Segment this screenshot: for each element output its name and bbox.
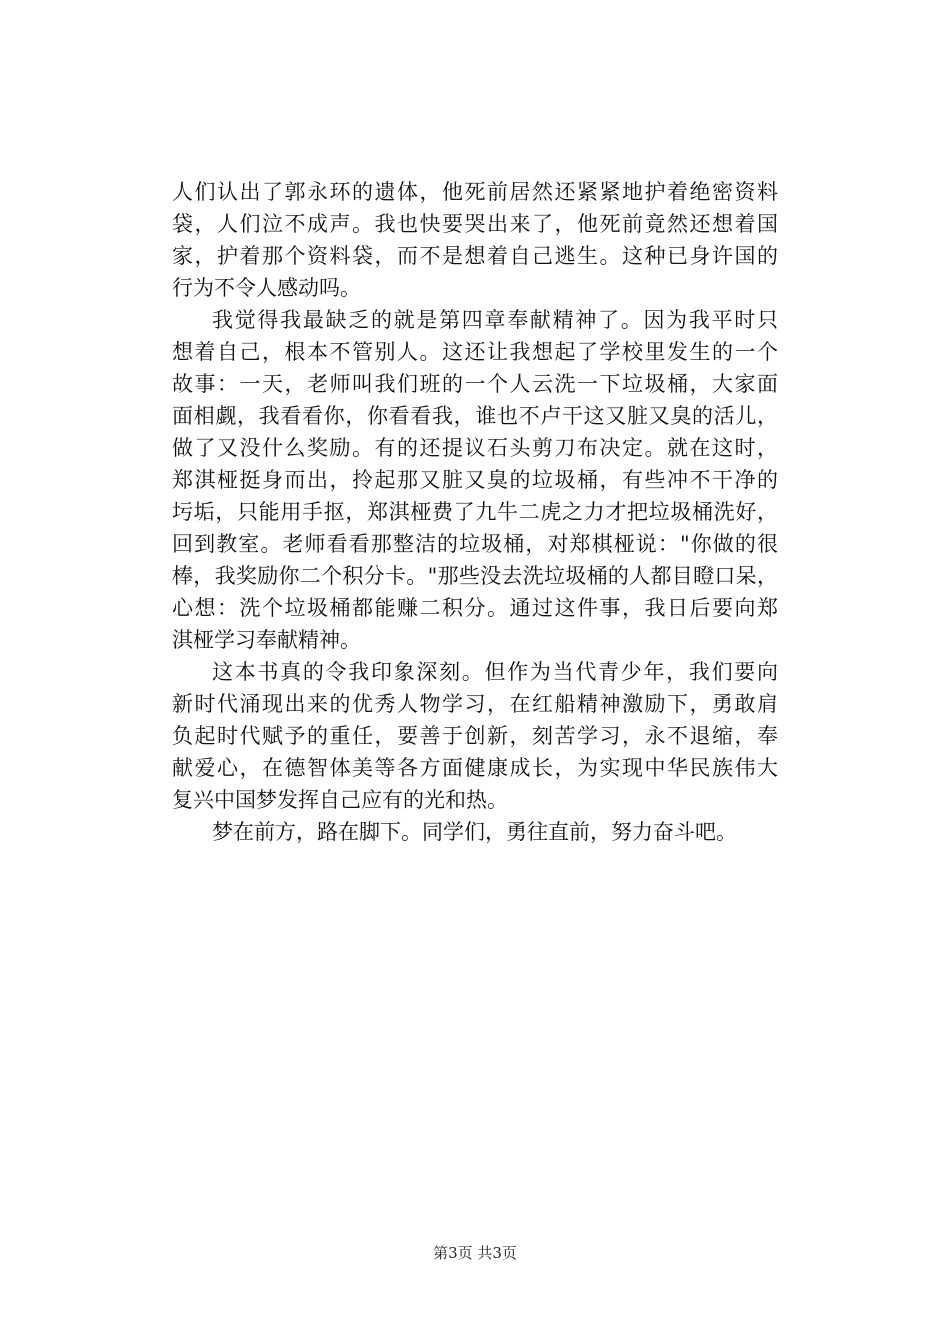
text-line: 这本书真的令我印象深刻。但作为当代青少年，我们要向 — [212, 660, 778, 684]
text-line: 圬垢，只能用手抠，郑淇桠费了九牛二虎之力才把垃圾桶洗好， — [172, 500, 778, 524]
text-line: 人们认出了郭永环的遗体，他死前居然还紧紧地护着绝密资料 — [172, 180, 778, 204]
text-line: 我觉得我最缺乏的就是第四章奉献精神了。因为我平时只 — [212, 308, 778, 332]
page-footer: 第3页 共3页 — [433, 1244, 517, 1262]
text-line: 负起时代赋予的重任，要善于创新，刻苦学习，永不退缩，奉 — [172, 724, 778, 748]
text-line: 家，护着那个资料袋，而不是想着自己逃生。这种已身许国的 — [172, 244, 778, 268]
text-line: 回到教室。老师看看那整洁的垃圾桶，对郑棋桠说："你做的很 — [172, 532, 778, 556]
text-line: 面相觑，我看看你，你看看我，谁也不卢干这又脏又臭的活儿， — [172, 404, 778, 428]
text-line: 故事：一天，老师叫我们班的一个人云洗一下垃圾桶，大家面 — [172, 372, 778, 396]
text-line: 郑淇桠挺身而出，拎起那又脏又臭的垃圾桶，有些冲不干净的 — [172, 468, 778, 492]
text-line: 新时代涌现出来的优秀人物学习，在红船精神激励下，勇敢肩 — [172, 692, 778, 716]
text-line: 梦在前方，路在脚下。同学们，勇往直前，努力奋斗吧。 — [212, 820, 737, 844]
text-line: 复兴中国梦发挥自己应有的光和热。 — [172, 788, 508, 812]
document-body — [172, 176, 778, 848]
text-line: 心想：洗个垃圾桶都能赚二积分。通过这件事，我日后要向郑 — [172, 596, 778, 620]
text-line: 袋，人们泣不成声。我也快要哭出来了，他死前竟然还想着国 — [172, 212, 778, 236]
text-line: 做了又没什么奖励。有的还提议石头剪刀布决定。就在这时， — [172, 436, 778, 460]
text-line: 献爱心，在德智体美等各方面健康成长，为实现中华民族伟大 — [172, 756, 778, 780]
text-line: 棒，我奖励你二个积分卡。"那些没去洗垃圾桶的人都目瞪口呆， — [172, 564, 778, 588]
text-line: 行为不令人感动吗。 — [172, 276, 361, 300]
text-line: 想着自己，根本不管别人。这还让我想起了学校里发生的一个 — [172, 340, 778, 364]
text-line: 淇桠学习奉献精神。 — [172, 628, 361, 652]
